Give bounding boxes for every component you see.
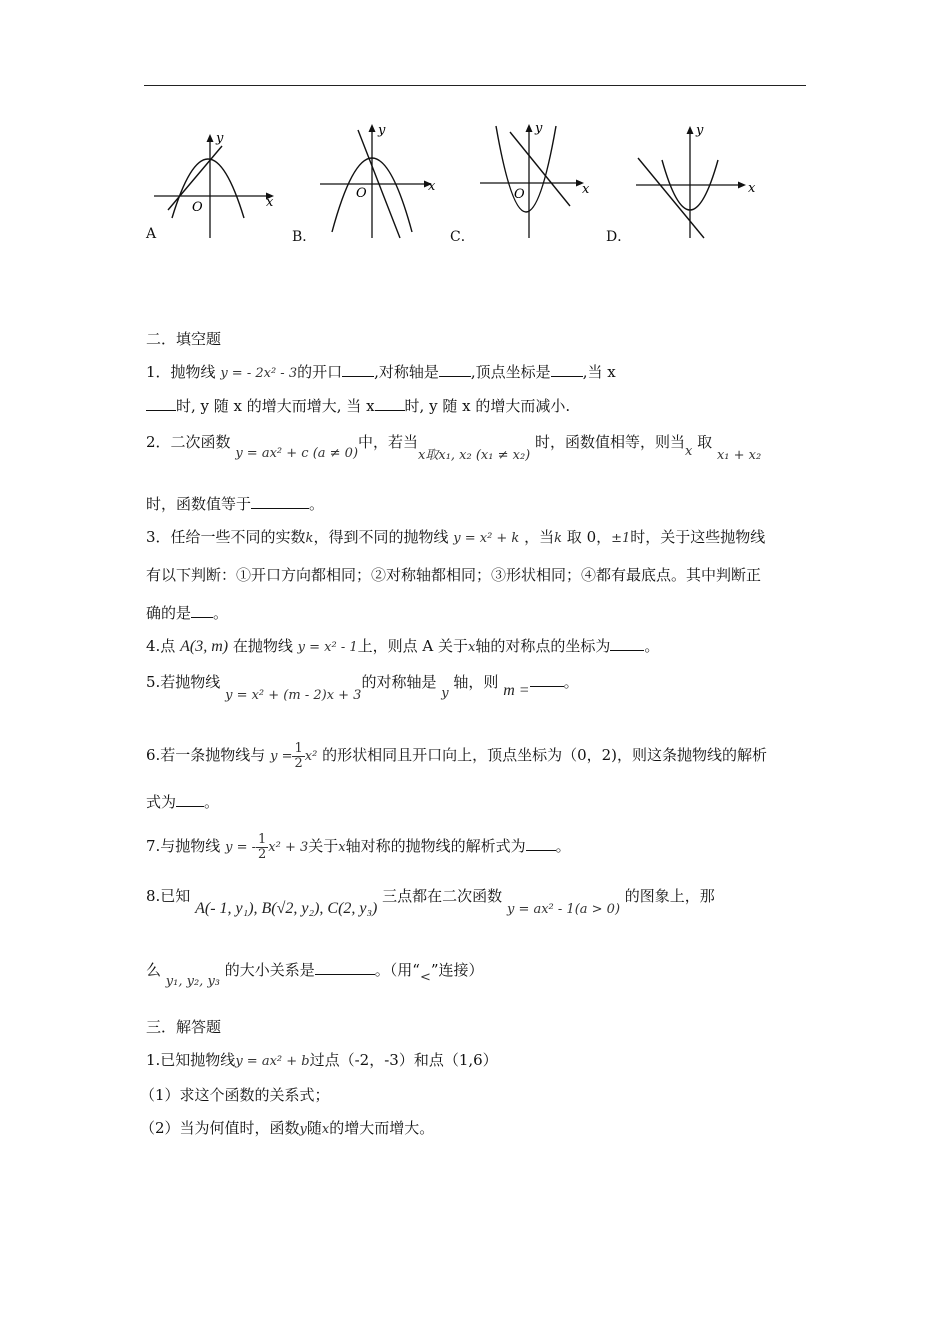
p1-formula: y = ax² + b <box>235 1054 310 1069</box>
q3-text-e: 时，关于这些抛物线 <box>630 528 766 546</box>
q4-text-b: 在抛物线 <box>232 637 293 655</box>
q3-text-d: 取 0， <box>566 528 612 546</box>
q3-line1 <box>146 527 765 549</box>
p1-sub1: （1）求这个函数的关系式； <box>140 1086 330 1104</box>
p1-x: x <box>321 1122 330 1137</box>
q8-text-f: 。（用“ <box>374 961 420 979</box>
q4-line <box>146 636 659 658</box>
q4-text-c: 上，则点 A 关于 <box>357 637 469 655</box>
p1-line1 <box>146 1050 498 1072</box>
section2-title: 二．填空题 <box>146 330 222 348</box>
q6-lhs: y = <box>270 749 293 764</box>
graph-b-x-label: x <box>428 179 436 194</box>
graph-c-y-label: y <box>535 121 543 136</box>
q2-line2 <box>146 494 324 514</box>
q8-text-c: 的图象上，那 <box>624 887 715 905</box>
p1-sub2-text-b: 随 <box>306 1119 322 1137</box>
q8-text-g: ”连接） <box>430 961 484 979</box>
q8-blank[interactable] <box>315 960 375 975</box>
q4-point: A(3, m) <box>180 638 229 655</box>
q4-formula: y = x² - 1 <box>297 640 358 655</box>
q3-text-b: ，得到不同的抛物线 <box>313 528 449 546</box>
p1-text: 1.已知抛物线 <box>146 1051 236 1069</box>
graph-a <box>150 128 282 240</box>
q5-line <box>146 672 579 703</box>
q5-formula: y = x² + (m - 2)x + 3 <box>225 688 362 703</box>
q1-blank-1[interactable] <box>342 362 374 377</box>
q3-blank[interactable] <box>191 603 213 618</box>
q4-x: x <box>468 640 476 655</box>
q1-text: 1．抛物线 <box>146 363 216 381</box>
p1-sub2-text-c: 的增大而增大。 <box>329 1119 435 1137</box>
q3-formula: y = x² + k <box>453 531 520 546</box>
q6-end: 。 <box>204 793 220 811</box>
graph-d-x-label: x <box>748 181 756 196</box>
q8-line2 <box>146 960 484 989</box>
q7-lhs: y = - <box>225 840 256 855</box>
q6-text-b: 的形状相同且开口向上，顶点坐标为（0，2)，则这条抛物线的解析 <box>322 746 768 764</box>
q2-text: 2．二次函数 <box>146 433 231 451</box>
q7-rhs: x² + 3 <box>268 840 309 855</box>
q1-blank-5[interactable] <box>375 396 405 411</box>
q2-text-e: 时，函数值等于 <box>146 495 252 513</box>
q8-text: 8.已知 <box>146 887 191 905</box>
graph-c-origin-label: O <box>514 187 525 202</box>
q6-line2 <box>146 792 219 812</box>
q8-ys: y₁, y₂, y₃ <box>165 974 220 989</box>
q1-text-d: ,顶点坐标是 <box>470 363 551 381</box>
q8-line1 <box>146 886 715 917</box>
q2-condition: x取x₁, x₂ (x₁ ≠ x₂) <box>418 448 531 463</box>
option-c-label: C． <box>450 229 475 245</box>
q8-text-e: 的大小关系是 <box>224 961 315 979</box>
q1-line1 <box>146 362 616 384</box>
q7-text-c: 轴对称的抛物线的解析式为 <box>345 837 526 855</box>
q7-end: 。 <box>555 837 571 855</box>
graph-d <box>632 120 762 240</box>
p1-y: y <box>299 1122 307 1137</box>
q6-text-line2: 式为 <box>146 793 177 811</box>
q1-line2 <box>146 396 570 416</box>
q2-text-b: 中，若当 <box>358 433 419 451</box>
q4-text: 4.点 <box>146 637 176 655</box>
q3-k-2: k <box>554 531 563 546</box>
q3-k: k <box>305 531 314 546</box>
q6-rhs: x² <box>304 749 318 764</box>
q1-blank-4[interactable] <box>146 396 176 411</box>
q7-text: 7.与抛物线 <box>146 837 221 855</box>
q7-text-b: 关于 <box>308 837 339 855</box>
graph-a-x-label: x <box>266 195 274 210</box>
q5-text-c: 轴，则 <box>453 673 499 691</box>
q6-fraction <box>292 742 304 771</box>
q5-text-b: 的对称轴是 <box>361 673 437 691</box>
q8-lt: < <box>419 970 431 985</box>
q6-frac-num: 1 <box>294 740 303 756</box>
q5-m: m = <box>503 682 530 699</box>
q3-text-c: ，当 <box>524 528 555 546</box>
q4-blank[interactable] <box>610 636 644 651</box>
q7-fraction <box>256 833 268 862</box>
q7-frac-num: 1 <box>258 831 267 847</box>
q1-text-f: 时, y 随 x 的增大而增大, 当 x <box>176 397 375 415</box>
q6-text: 6.若一条抛物线与 <box>146 746 266 764</box>
q4-end: 。 <box>644 637 660 655</box>
q4-text-d: 轴的对称点的坐标为 <box>475 637 611 655</box>
q1-blank-2[interactable] <box>439 362 471 377</box>
q2-sum: x₁ + x₂ <box>716 448 762 463</box>
q8-points: A(- 1, y₁), B(√2, y₂), C(2, y₃) <box>195 900 378 917</box>
graph-d-y-label: y <box>696 123 704 138</box>
q8-text-b: 三点都在二次函数 <box>382 887 503 905</box>
graph-b <box>318 120 444 240</box>
q2-line1 <box>146 432 762 463</box>
q7-x: x <box>338 840 346 855</box>
q2-x: x <box>685 444 693 459</box>
graph-c-x-label: x <box>582 182 590 197</box>
q1-formula: y = - 2x² - 3 <box>220 366 298 381</box>
header-rule <box>144 85 806 86</box>
p1-sub2 <box>140 1118 434 1140</box>
p1-sub2-text: （2）当为何值时，函数 <box>140 1119 300 1137</box>
graph-a-y-label: y <box>216 131 224 146</box>
q1-text-e: ,当 x <box>582 363 616 381</box>
q6-line1 <box>146 735 767 775</box>
q3-text: 3．任给一些不同的实数 <box>146 528 306 546</box>
graph-b-origin-label: O <box>356 186 367 201</box>
q3-end: 。 <box>213 604 229 622</box>
q3-text-line3: 确的是 <box>146 604 192 622</box>
q5-y: y <box>441 686 449 701</box>
graph-c <box>478 118 596 240</box>
q5-blank[interactable] <box>530 672 564 687</box>
q2-formula: y = ax² + c (a ≠ 0) <box>235 446 359 461</box>
q2-text-f: 。 <box>309 495 325 513</box>
q7-frac-den: 2 <box>258 846 267 862</box>
q7-blank[interactable] <box>526 836 556 851</box>
graph-b-y-label: y <box>378 123 386 138</box>
q3-line2: 有以下判断：①开口方向都相同；②对称轴都相同；③形状相同；④都有最底点。其中判断正 <box>146 566 762 584</box>
q6-frac-den: 2 <box>294 755 303 771</box>
q3-line3 <box>146 603 228 623</box>
option-b-label: B． <box>292 229 317 245</box>
q5-text: 5.若抛物线 <box>146 673 221 691</box>
q5-end: 。 <box>563 673 579 691</box>
q6-blank[interactable] <box>176 792 204 807</box>
q8-text-d: 么 <box>146 961 162 979</box>
q2-text-c: 时，函数值相等，则当 <box>535 433 686 451</box>
q8-formula: y = ax² - 1(a > 0) <box>506 902 621 917</box>
q1-text-g: 时, y 随 x 的增大而减小. <box>404 397 571 415</box>
q7-line <box>146 826 571 866</box>
q3-pm: ±1 <box>611 531 631 546</box>
q2-text-d: 取 <box>697 433 713 451</box>
option-d-label: D． <box>606 229 632 245</box>
option-a-label: A <box>146 226 157 242</box>
q1-text-c: ,对称轴是 <box>374 363 439 381</box>
section3-title: 三．解答题 <box>146 1018 222 1036</box>
q2-blank[interactable] <box>251 494 309 509</box>
p1-text-b: 过点（-2，-3）和点（1,6） <box>309 1051 498 1069</box>
graph-a-origin-label: O <box>192 200 203 215</box>
q1-blank-3[interactable] <box>551 362 583 377</box>
q1-text-b: 的开口 <box>297 363 343 381</box>
